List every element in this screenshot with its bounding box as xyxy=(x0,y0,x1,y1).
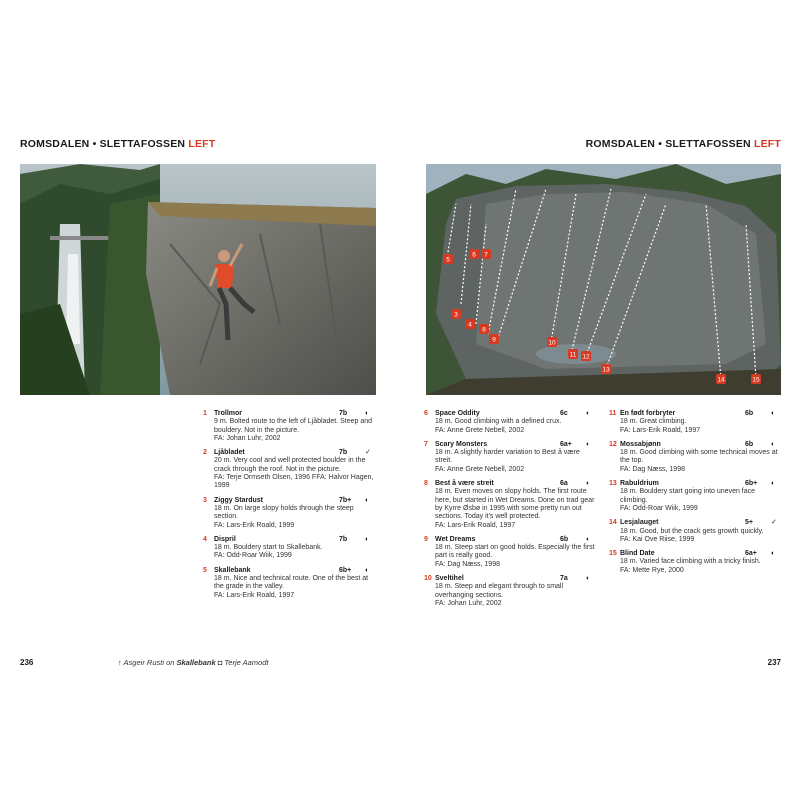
topo-marker-label: 11 xyxy=(569,351,577,359)
route-name: Ljåbladet xyxy=(214,449,245,457)
route-grade: 7b+ xyxy=(339,496,352,504)
route-number: 5 xyxy=(203,566,207,574)
topo-marker-label: 8 xyxy=(482,326,486,334)
topo-marker-label: 9 xyxy=(492,336,496,344)
topo-marker-label: 5 xyxy=(446,256,450,264)
route-head xyxy=(424,441,596,449)
route-name: Scary Monsters xyxy=(435,440,488,448)
route-head xyxy=(424,536,596,544)
route-entry xyxy=(424,441,596,474)
route-grade: 7b xyxy=(339,535,348,543)
route-first-ascent: FA: Terje Ormseth Olsen, 1996 FFA: Halvor Hagen, 1999 xyxy=(214,474,374,490)
route-description: 18 m. A slightly harder variation to Best å være streit. xyxy=(435,449,580,465)
route-description: 18 m. Nice and technical route. One of the best at the grade in the valley. xyxy=(214,575,369,591)
route-description: 18 m. Good, but the crack gets growth quickly. xyxy=(620,527,764,535)
route-first-ascent: FA: Mette Rye, 2000 xyxy=(620,566,684,574)
topo-marker-label: 13 xyxy=(602,366,610,374)
bolt-icon: ◐ xyxy=(771,440,776,448)
topo-marker xyxy=(479,324,489,334)
route-first-ascent: FA: Johan Luhr, 2002 xyxy=(214,434,281,442)
route-grade: 7b xyxy=(339,449,348,457)
route-first-ascent: FA: Lars-Erik Roald, 1999 xyxy=(214,521,295,529)
page-number: 237 xyxy=(767,658,781,667)
route-head xyxy=(609,519,781,527)
route-name: Skallebank xyxy=(214,566,251,574)
route-number: 4 xyxy=(203,535,207,543)
route-entry xyxy=(424,480,596,530)
route-name: Wet Dreams xyxy=(435,535,476,543)
route-description: 20 m. Very cool and well protected boulder in the crack through the roof. Not in the picture. xyxy=(214,457,366,473)
trad-icon: ✓ xyxy=(771,519,777,527)
route-name: Sveltihel xyxy=(435,575,464,583)
route-first-ascent: FA: Lars-Erik Roald, 1997 xyxy=(214,591,295,599)
route-first-ascent: FA: Lars-Erik Roald, 1997 xyxy=(435,521,516,529)
route-number: 8 xyxy=(424,480,428,488)
topo-marker-label: 4 xyxy=(468,321,472,329)
route-first-ascent: FA: Odd-Roar Wiik, 1999 xyxy=(214,552,292,560)
route-grade: 6b+ xyxy=(339,566,352,574)
topo-marker-label: 10 xyxy=(548,339,556,347)
route-description: 18 m. Bouldery start going into uneven face climbing. xyxy=(620,488,756,504)
route-entry xyxy=(609,519,781,544)
topo-marker xyxy=(581,351,591,361)
route-column-1 xyxy=(203,410,375,606)
route-entry xyxy=(424,575,596,608)
route-grade: 7a xyxy=(560,575,568,583)
route-head xyxy=(424,480,596,488)
climber-photo xyxy=(20,164,376,395)
route-description: 18 m. Good climbing with some technical moves at the top. xyxy=(620,449,778,465)
route-grade: 7b xyxy=(339,410,348,417)
route-number: 6 xyxy=(424,410,428,417)
topo-marker xyxy=(547,337,557,347)
route-first-ascent: FA: Odd-Roar Wiik, 1999 xyxy=(620,504,698,512)
route-head xyxy=(609,480,781,488)
route-name: Lesjalauget xyxy=(620,519,659,527)
bolt-icon: ◐ xyxy=(771,480,776,488)
topo-marker xyxy=(443,254,453,264)
route-grade: 6b+ xyxy=(745,480,758,488)
route-first-ascent: FA: Kai Ove Riise, 1999 xyxy=(620,535,695,543)
route-head xyxy=(424,410,596,418)
bolt-icon: ◐ xyxy=(586,480,591,488)
route-entry xyxy=(203,497,375,530)
topo-marker xyxy=(469,249,479,259)
route-grade: 6c xyxy=(560,410,568,417)
bolt-icon: ◐ xyxy=(586,575,591,583)
route-description: 18 m. Great climbing. xyxy=(620,418,687,426)
route-name: Blind Date xyxy=(620,550,655,558)
bolt-icon: ◐ xyxy=(586,440,591,448)
route-head xyxy=(609,550,781,558)
header-title: ROMSDALEN • SLETTAFOSSEN xyxy=(585,138,754,150)
topo-marker xyxy=(465,319,475,329)
route-description: 18 m. Steep start on good holds. Especially the first part is really good. xyxy=(435,544,595,560)
route-name: Trollmor xyxy=(214,410,243,417)
route-description: 18 m. Steep and elegant through to small overhanging sections. xyxy=(435,583,564,599)
route-first-ascent: FA: Dag Næss, 1998 xyxy=(435,560,500,568)
route-number: 13 xyxy=(609,480,617,488)
topo-marker-label: 12 xyxy=(582,353,590,361)
route-entry xyxy=(203,449,375,490)
left-page-header xyxy=(20,138,215,150)
topo-marker xyxy=(751,374,761,384)
arrow-up-icon: ↑ xyxy=(118,658,122,667)
bolt-icon: ◐ xyxy=(586,410,591,417)
route-first-ascent: FA: Lars-Erik Roald, 1997 xyxy=(620,426,701,434)
route-number: 3 xyxy=(203,496,207,504)
route-number: 9 xyxy=(424,535,428,543)
route-description: 18 m. Even moves on slopy holds. The first route here, but started in Wet Dreams. Done on trad gear by Kyrre Øsbø in 1995 with some pretty run out sections. Today it's well protected. xyxy=(435,488,595,521)
topo-marker xyxy=(568,349,578,359)
route-name: Mossabjønn xyxy=(620,440,661,448)
route-head xyxy=(203,567,375,575)
topo-marker-label: 7 xyxy=(484,251,488,259)
bolt-icon: ◐ xyxy=(365,566,370,574)
route-first-ascent: FA: Johan Luhr, 2002 xyxy=(435,599,502,607)
page-number: 236 xyxy=(20,658,34,667)
caption-lead: Asgeir Rusti on xyxy=(121,658,177,667)
route-name: Best å være streit xyxy=(435,480,494,488)
route-head xyxy=(203,497,375,505)
header-accent: LEFT xyxy=(753,138,781,150)
route-head xyxy=(609,441,781,449)
trad-icon: ✓ xyxy=(365,449,371,457)
route-number: 7 xyxy=(424,440,428,448)
route-entry xyxy=(424,536,596,569)
route-number: 11 xyxy=(609,410,617,417)
header-title: ROMSDALEN • SLETTAFOSSEN xyxy=(20,138,189,150)
route-name: En født forbryter xyxy=(620,410,676,417)
route-grade: 6a+ xyxy=(745,550,757,558)
route-column-2 xyxy=(424,410,596,614)
bolt-icon: ◐ xyxy=(365,410,370,417)
route-description: 18 m. Bouldery start to Skallebank. xyxy=(214,544,323,552)
topo-marker xyxy=(489,334,499,344)
bolt-icon: ◐ xyxy=(771,410,776,417)
route-entry xyxy=(609,480,781,513)
right-page-header xyxy=(586,138,781,150)
route-grade: 6a xyxy=(560,480,568,488)
route-head xyxy=(609,410,781,418)
route-entry xyxy=(203,536,375,561)
route-entry xyxy=(609,550,781,575)
route-number: 15 xyxy=(609,550,617,558)
route-name: Dispril xyxy=(214,535,236,543)
topo-photo xyxy=(426,164,781,395)
route-grade: 6b xyxy=(560,535,569,543)
route-description: 18 m. Good climbing with a defined crux. xyxy=(435,418,562,426)
topo-marker-label: 15 xyxy=(752,376,760,384)
route-description: 9 m. Bolted route to the left of Ljåbladet. Steep and bouldery. Not in the picture. xyxy=(214,418,372,434)
route-first-ascent: FA: Anne Grete Nebell, 2002 xyxy=(435,426,525,434)
route-head xyxy=(203,449,375,457)
route-entry xyxy=(424,410,596,435)
route-name: Rabuldrium xyxy=(620,480,659,488)
bolt-icon: ◐ xyxy=(586,535,591,543)
camera-icon: ◘ xyxy=(215,658,225,667)
topo-marker xyxy=(601,364,611,374)
topo-marker-label: 14 xyxy=(717,376,725,384)
route-grade: 6b xyxy=(745,440,754,448)
route-first-ascent: FA: Dag Næss, 1998 xyxy=(620,465,685,473)
caption-route: Skallebank xyxy=(176,658,216,667)
route-description: 18 m. Varied face climbing with a tricky finish. xyxy=(620,558,761,566)
caption-photographer: Terje Aamodt xyxy=(224,658,269,667)
topo-marker-label: 6 xyxy=(472,251,476,259)
route-entry xyxy=(609,441,781,474)
route-number: 12 xyxy=(609,440,617,448)
bolt-icon: ◐ xyxy=(365,535,370,543)
route-description: 18 m. On large slopy holds through the steep section. xyxy=(214,504,354,521)
route-number: 14 xyxy=(609,519,617,527)
route-first-ascent: FA: Anne Grete Nebell, 2002 xyxy=(435,465,525,473)
topo-marker xyxy=(716,374,726,384)
topo-marker xyxy=(451,309,461,319)
topo-marker-label: 3 xyxy=(454,311,458,319)
route-column-3 xyxy=(609,410,781,581)
route-number: 2 xyxy=(203,449,207,457)
route-grade: 6b xyxy=(745,410,754,417)
route-entry xyxy=(203,410,375,443)
bolt-icon: ◐ xyxy=(771,550,776,558)
header-accent: LEFT xyxy=(188,138,216,150)
route-head xyxy=(424,575,596,583)
route-number: 1 xyxy=(203,410,207,417)
topo-marker xyxy=(481,249,491,259)
route-entry xyxy=(609,410,781,435)
route-number: 10 xyxy=(424,575,432,583)
route-head xyxy=(203,536,375,544)
photo-caption xyxy=(118,658,268,667)
route-entry xyxy=(203,567,375,600)
route-name: Space Oddity xyxy=(435,410,480,417)
route-grade: 6a+ xyxy=(560,440,572,448)
bolt-icon: ◐ xyxy=(365,496,370,504)
route-grade: 5+ xyxy=(745,519,753,527)
route-name: Ziggy Stardust xyxy=(214,496,264,504)
